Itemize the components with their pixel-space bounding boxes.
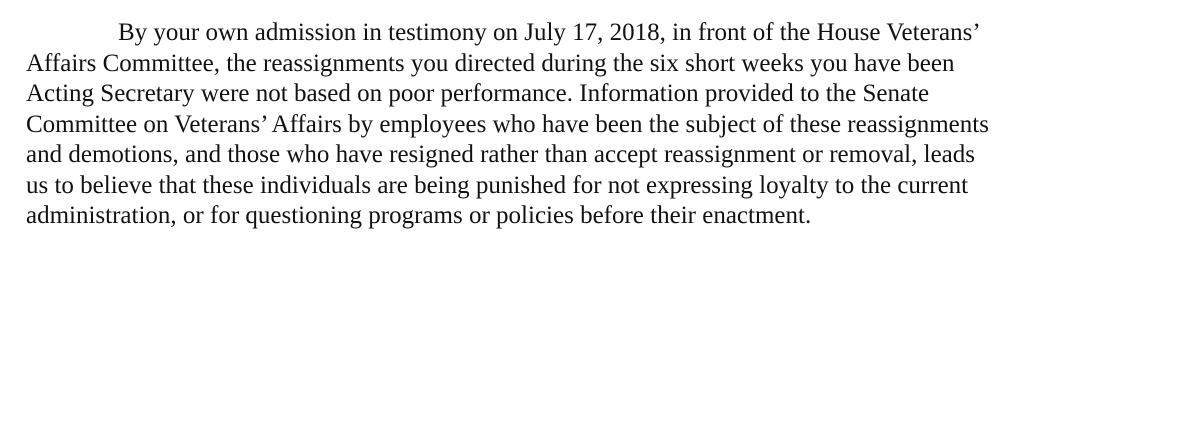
paragraph-line-1: By your own admission in testimony on July 17, 2018, in front of the House Veterans’ <box>118 19 981 46</box>
paragraph-line-3: Acting Secretary were not based on poor performance. Information provided to the Senate <box>26 80 930 107</box>
paragraph-line-7: administration, or for questioning programs or policies before their enactment. <box>26 202 812 229</box>
paragraph-line-5: and demotions, and those who have resigned rather than accept reassignment or removal, leads <box>26 141 975 168</box>
paragraph-line-6: us to believe that these individuals are being punished for not expressing loyalty to the current <box>26 171 969 199</box>
letter-paragraph <box>26 18 1186 232</box>
paragraph-line-2: Affairs Committee, the reassignments you directed during the six short weeks you have been <box>26 49 955 77</box>
paragraph-line-4: Committee on Veterans’ Affairs by employees who have been the subject of these reassignments <box>26 110 989 138</box>
